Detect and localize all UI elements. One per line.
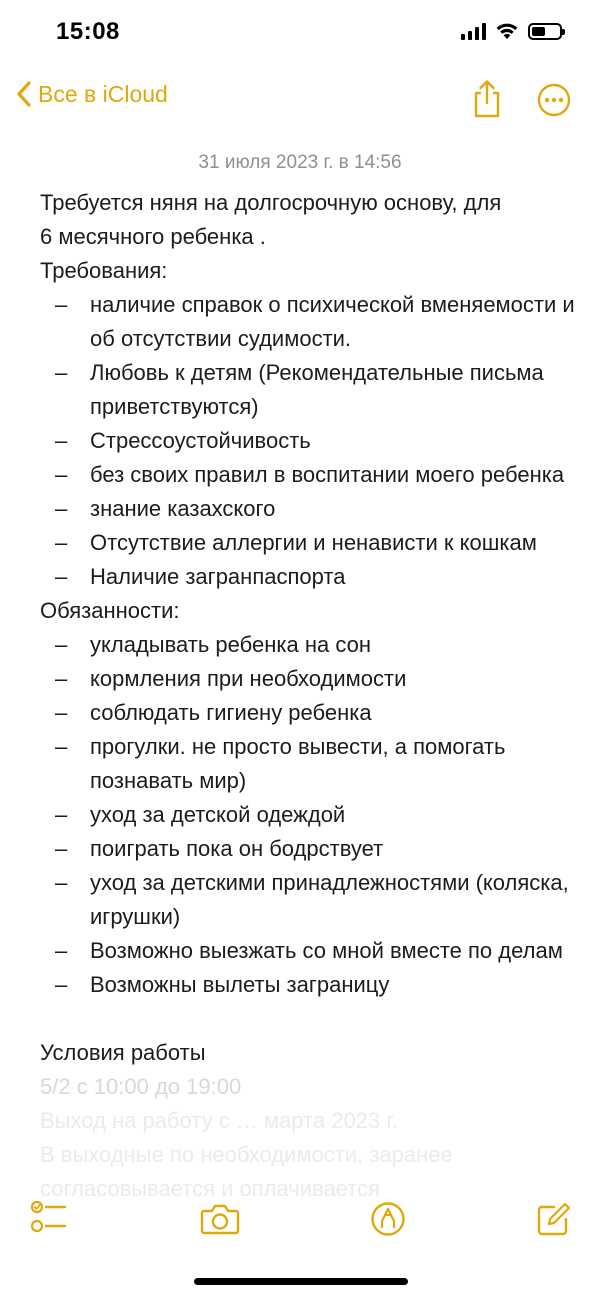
camera-icon[interactable] (200, 1203, 240, 1235)
wifi-icon (495, 22, 519, 40)
battery-icon (528, 23, 562, 40)
conditions-line: Выход на работу с … марта 2023 г. (40, 1108, 398, 1133)
list-item: – укладывать ребенка на сон (40, 628, 575, 662)
duties-heading: Обязанности: (40, 598, 180, 623)
list-item: – уход за детской одеждой (40, 798, 575, 832)
status-icons (461, 22, 562, 40)
intro-line: Требуется няня на долгосрочную основу, для (40, 190, 502, 215)
status-bar (0, 0, 600, 70)
markup-pen-icon[interactable] (370, 1201, 406, 1237)
list-item: – уход за детскими принадлежностями (коляска, игрушки) (40, 866, 575, 934)
list-item: – прогулки. не просто вывести, а помогать познавать мир) (40, 730, 575, 798)
share-icon[interactable] (470, 79, 504, 119)
list-item: – Возможны вылеты заграницу (40, 968, 575, 1002)
list-item: – знание казахского (40, 492, 575, 526)
list-item: – соблюдать гигиену ребенка (40, 696, 575, 730)
conditions-line: согласовывается и оплачивается (40, 1176, 380, 1201)
intro-line: 6 месячного ребенка . (40, 224, 266, 249)
conditions-line: 5/2 с 10:00 до 19:00 (40, 1074, 242, 1099)
requirements-heading: Требования: (40, 258, 168, 283)
list-item: – Стрессоустойчивость (40, 424, 575, 458)
status-time: 15:08 (56, 18, 120, 45)
bottom-toolbar (0, 1195, 600, 1255)
requirements-list (40, 288, 575, 594)
cellular-signal-icon (461, 22, 486, 40)
home-indicator[interactable] (194, 1278, 408, 1285)
list-item: – без своих правил в воспитании моего ребенка (40, 458, 575, 492)
list-item: – кормления при необходимости (40, 662, 575, 696)
list-item: – Любовь к детям (Рекомендательные письма приветствуются) (40, 356, 575, 424)
conditions-line: В выходные по необходимости, заранее (40, 1142, 453, 1167)
chevron-left-icon (16, 80, 32, 108)
back-button[interactable] (16, 80, 168, 108)
back-label: Все в iCloud (38, 80, 168, 107)
conditions-heading: Условия работы (40, 1040, 206, 1065)
list-item: – Наличие загранпаспорта (40, 560, 575, 594)
compose-icon[interactable] (536, 1201, 572, 1237)
list-item: – Возможно выезжать со мной вместе по делам (40, 934, 575, 968)
list-item: – Отсутствие аллергии и ненависти к кошкам (40, 526, 575, 560)
blank-line (40, 1002, 575, 1036)
duties-list (40, 628, 575, 1002)
list-item: – поиграть пока он бодрствует (40, 832, 575, 866)
list-item: – наличие справок о психической вменяемости и об отсутствии судимости. (40, 288, 575, 356)
nav-bar (0, 74, 600, 124)
note-body[interactable] (40, 186, 575, 1206)
more-icon[interactable] (536, 82, 572, 118)
checklist-icon[interactable] (30, 1199, 68, 1235)
note-date: 31 июля 2023 г. в 14:56 (198, 152, 402, 173)
